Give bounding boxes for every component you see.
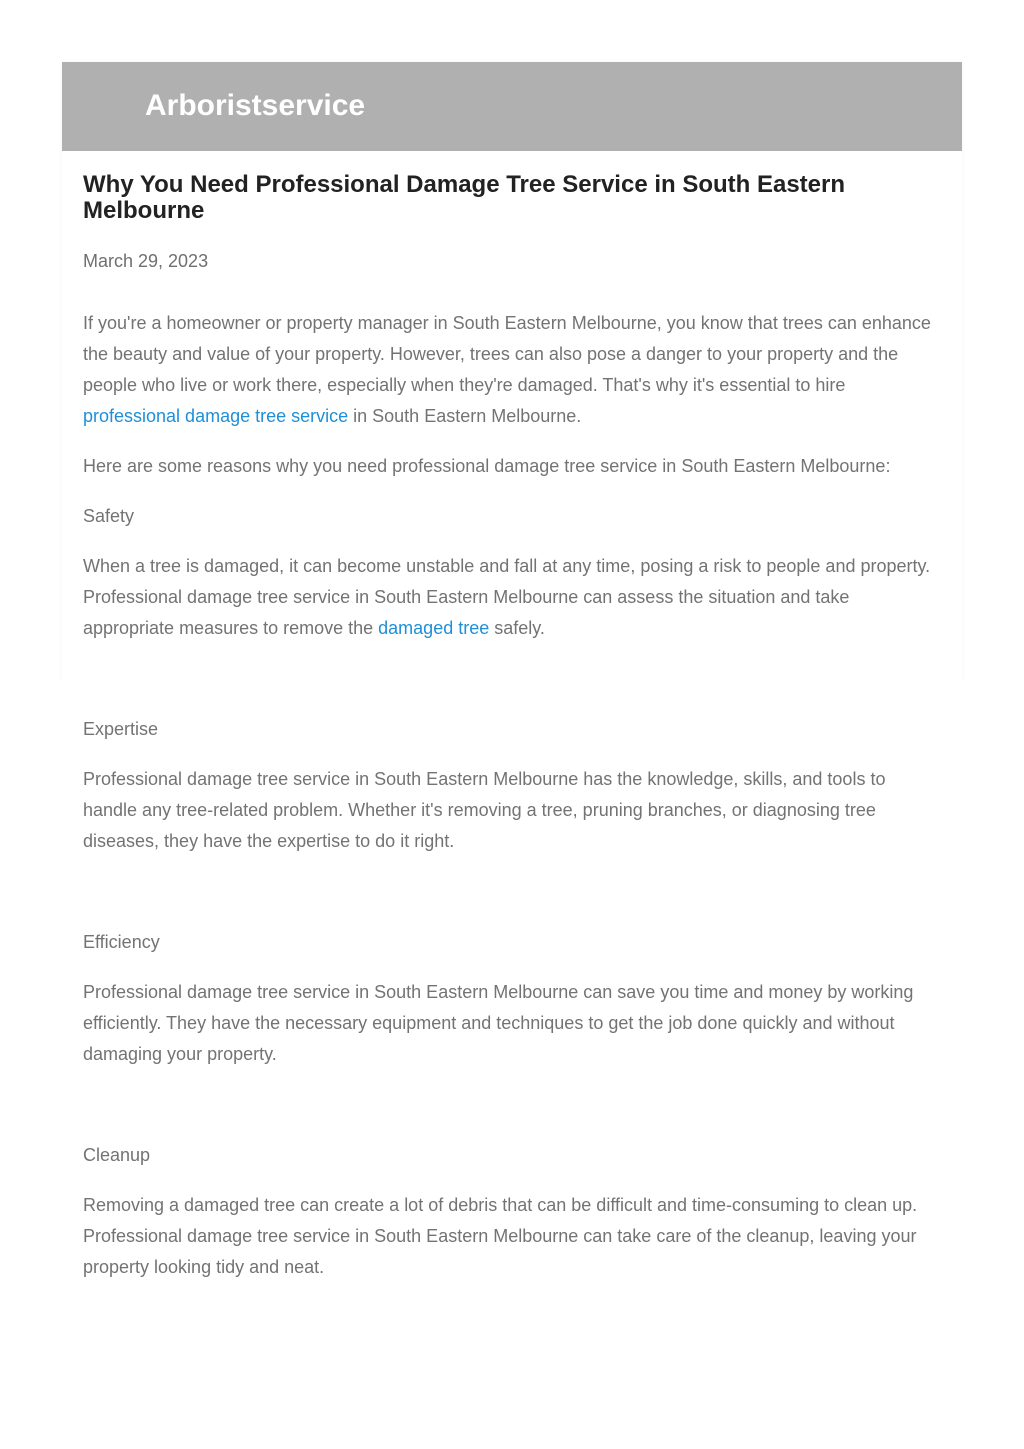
- section-heading-safety: Safety: [83, 506, 135, 526]
- intro-paragraph: [83, 308, 943, 432]
- post-title: Why You Need Professional Damage Tree Service in South Eastern Melbourne: [83, 171, 846, 224]
- professional-damage-tree-service-link[interactable]: professional damage tree service: [83, 406, 349, 426]
- section-text-safety: [83, 551, 943, 644]
- safety-text-after: safely.: [489, 618, 545, 638]
- post-date: March 29, 2023: [83, 251, 209, 271]
- post-card: [62, 62, 962, 1384]
- intro-text-before: If you're a homeowner or property manager in South Eastern Melbourne, you know that trees can enhance the beauty and value of your property. However, trees can also pose a danger to your property and the people who live or work there, especially when they're damaged. That's why it's essential to hire: [83, 313, 931, 395]
- section-text-efficiency: Professional damage tree service in South Eastern Melbourne can save you time and money by working efficiently. They have the necessary equipment and techniques to get the job done quickly and without damaging your property.: [83, 982, 914, 1064]
- section-text-expertise: Professional damage tree service in South Eastern Melbourne has the knowledge, skills, and tools to handle any tree-related problem. Whether it's removing a tree, pruning branches, or diagnosing tree diseases, they have the expertise to do it right.: [83, 769, 886, 851]
- section-heading-efficiency: Efficiency: [83, 932, 160, 952]
- intro-text-after: in South Eastern Melbourne.: [348, 406, 582, 426]
- reasons-intro-paragraph: Here are some reasons why you need professional damage tree service in South Eastern Melbourne:: [83, 456, 891, 476]
- post-content: [83, 172, 943, 1283]
- safety-text-before: When a tree is damaged, it can become unstable and fall at any time, posing a risk to people and property. Professional damage tree service in South Eastern Melbourne can assess the situation and take appropriate measures to remove the: [83, 556, 931, 638]
- section-text-cleanup: Removing a damaged tree can create a lot of debris that can be difficult and time-consuming to clean up. Professional damage tree service in South Eastern Melbourne can take care of the cleanup, leaving your property looking tidy and neat.: [83, 1195, 918, 1277]
- site-header: [62, 62, 962, 151]
- section-heading-expertise: Expertise: [83, 719, 159, 739]
- site-title-link[interactable]: Arboristservice: [145, 89, 366, 122]
- damaged-tree-link[interactable]: damaged tree: [378, 618, 490, 638]
- section-heading-cleanup: Cleanup: [83, 1145, 151, 1165]
